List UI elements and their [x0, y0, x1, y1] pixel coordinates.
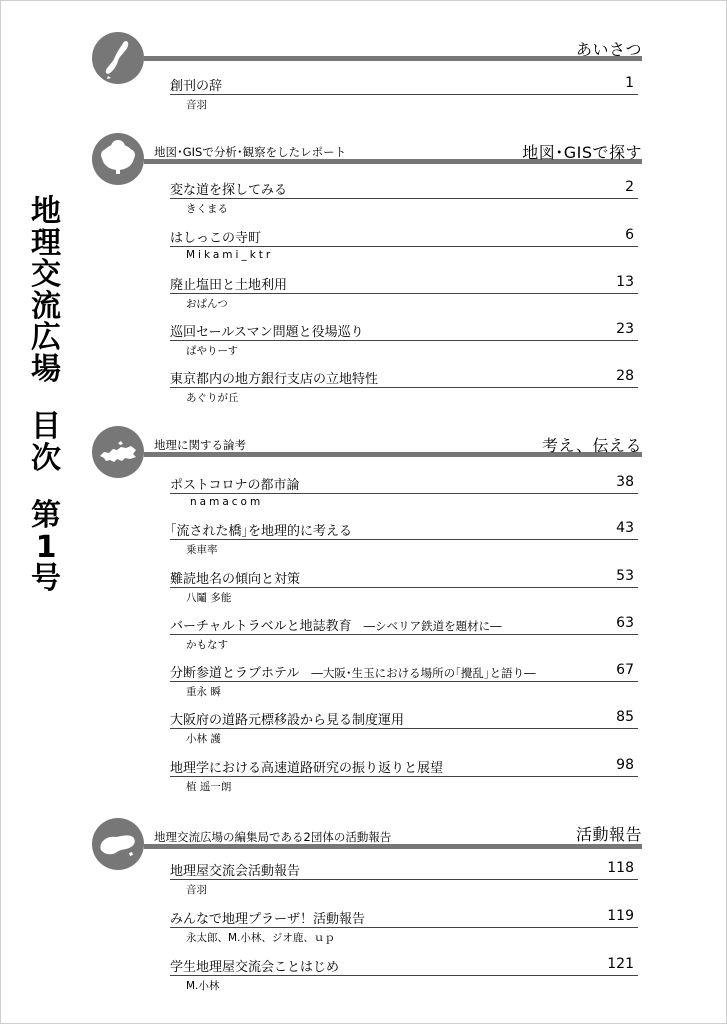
toc-entry[interactable]: [170, 321, 638, 363]
section-subtitle: 地理交流広場の編集局である2団体の活動報告: [154, 830, 392, 844]
entry-title: 地理屋交流会活動報告: [170, 864, 301, 879]
entry-page: 28: [616, 368, 634, 384]
title-char: 次: [31, 440, 61, 476]
entry-page: 23: [616, 321, 634, 337]
entry-underline: [170, 340, 638, 341]
magazine-name: [22, 196, 70, 385]
entry-title: 大阪府の道路元標移設から見る制度運用: [170, 713, 405, 728]
entry-underline: [170, 587, 638, 588]
entry-subtitle: ―シベリア鉄道を題材に―: [363, 619, 502, 633]
entry-page: 98: [616, 757, 634, 773]
toc-entry[interactable]: [170, 757, 638, 799]
entry-title: 変な道を探してみる: [170, 183, 288, 198]
entry-author: 音羽: [186, 99, 207, 111]
entry-underline: [170, 728, 638, 729]
entry-author: M.小林: [186, 980, 220, 992]
entry-author: きくまる: [186, 203, 228, 215]
toc-entry[interactable]: [170, 709, 638, 751]
entry-title: ｢流された橋｣を地理的に考える: [170, 524, 353, 539]
entry-author: かもなす: [186, 639, 228, 651]
toc-entry[interactable]: [170, 474, 638, 516]
entry-underline: [170, 539, 638, 540]
entry-title: 地理学における高速道路研究の振り返りと展望: [170, 761, 444, 776]
entry-underline: [170, 198, 638, 199]
title-char: 場: [31, 351, 61, 387]
section-essays: [92, 426, 642, 806]
entry-page: 85: [616, 709, 634, 725]
section-greeting: [92, 32, 642, 112]
entry-page: 119: [607, 908, 634, 924]
entry-underline: [170, 879, 638, 880]
issue-number: [22, 500, 70, 595]
title-char: 第: [31, 498, 61, 533]
toc-entry[interactable]: [170, 75, 638, 117]
entry-page: 53: [616, 568, 634, 584]
entry-title: 学生地理屋交流会ことはじめ: [170, 960, 340, 975]
toc-entry[interactable]: [170, 274, 638, 316]
entry-author: 重永 瞬: [186, 686, 221, 698]
title-char: 号: [31, 561, 61, 596]
entry-author: 小林 護: [186, 733, 221, 745]
toc-entry[interactable]: [170, 179, 638, 221]
toc-entry[interactable]: [170, 568, 638, 610]
entry-page: 38: [616, 474, 634, 490]
entry-title: 巡回セールスマン問題と役場巡り: [170, 325, 364, 340]
section-bar: [144, 56, 642, 61]
island-map-icon: [92, 818, 144, 870]
section-title: 地図･GISで探す: [522, 143, 642, 162]
entry-title: 廃止塩田と土地利用: [170, 278, 288, 293]
entry-page: 118: [607, 860, 634, 876]
toc-entry[interactable]: [170, 860, 638, 902]
title-char: 広: [31, 320, 61, 355]
shikoku-map-icon: [92, 426, 144, 478]
entry-underline: [170, 493, 638, 494]
entry-main-title: 分断参道とラブホテル: [170, 666, 300, 681]
toc-entry[interactable]: [170, 615, 638, 657]
entry-page: 13: [616, 274, 634, 290]
entry-underline: [170, 776, 638, 777]
contents-label: [22, 411, 70, 474]
entry-underline: [170, 387, 638, 388]
entry-author: 音羽: [186, 884, 207, 896]
entry-author: あぐりが丘: [186, 392, 239, 404]
entry-author: 植 遥一朗: [186, 781, 232, 793]
entry-underline: [170, 293, 638, 294]
japan-island-icon: [92, 32, 144, 84]
entry-page: 1: [625, 75, 634, 91]
entry-underline: [170, 246, 638, 247]
entry-title: はしっこの寺町: [170, 231, 262, 246]
entry-title: 創刊の辞: [170, 79, 223, 94]
toc-entry[interactable]: [170, 368, 638, 410]
entry-main-title: バーチャルトラベルと地誌教育: [170, 619, 352, 634]
entry-title: 難読地名の傾向と対策: [170, 572, 301, 587]
entry-title: [170, 662, 536, 681]
section-map-gis: [92, 133, 642, 413]
entry-page: 43: [616, 520, 634, 536]
entry-underline: [170, 927, 638, 928]
entry-title: [170, 615, 502, 634]
vertical-title: [22, 196, 70, 595]
toc-entry[interactable]: [170, 662, 638, 704]
tree-icon: [92, 133, 144, 185]
entry-page: 6: [625, 227, 634, 243]
title-char: 地: [31, 194, 61, 229]
entry-title: 東京都内の地方銀行支店の立地特性: [170, 372, 379, 387]
entry-author: ぱやりーす: [186, 345, 238, 357]
title-char: 交: [31, 257, 61, 292]
title-char: 目: [31, 409, 61, 444]
entry-author: Mikami_ktr: [186, 249, 274, 261]
section-activity-report: [92, 818, 642, 998]
entry-author: 八鬮 多能: [186, 592, 232, 604]
section-title: 考え、伝える: [542, 436, 642, 455]
title-char: 理: [31, 225, 61, 261]
toc-entry[interactable]: [170, 956, 638, 998]
entry-author: 乗車率: [186, 544, 218, 556]
entry-author: おぱんつ: [186, 298, 228, 310]
toc-entry[interactable]: [170, 908, 638, 950]
entry-underline: [170, 634, 638, 635]
entry-title: みんなで地理プラーザ！活動報告: [170, 912, 366, 927]
entry-page: 121: [607, 956, 634, 972]
title-char: 流: [31, 288, 61, 324]
title-char: 1: [35, 529, 57, 565]
toc-entry[interactable]: [170, 227, 638, 269]
section-subtitle: 地図･GISで分析･観察をしたレポート: [154, 145, 347, 159]
entry-underline: [170, 975, 638, 976]
entry-author: 永太郎、M.小林、ジオ鹿、ｕｐ: [186, 932, 335, 944]
section-subtitle: 地理に関する論考: [154, 438, 246, 452]
entry-underline: [170, 94, 638, 95]
entry-page: 2: [625, 179, 634, 195]
section-title: あいさつ: [575, 40, 642, 59]
entry-underline: [170, 681, 638, 682]
entry-title: ポストコロナの都市論: [170, 478, 300, 493]
toc-entry[interactable]: [170, 520, 638, 562]
entry-author: namacom: [190, 496, 264, 508]
entry-subtitle: ―大阪･生玉における場所の｢攪乱｣と語り―: [311, 666, 536, 680]
entry-page: 63: [616, 615, 634, 631]
section-title: 活動報告: [575, 825, 642, 844]
entry-page: 67: [616, 662, 634, 678]
